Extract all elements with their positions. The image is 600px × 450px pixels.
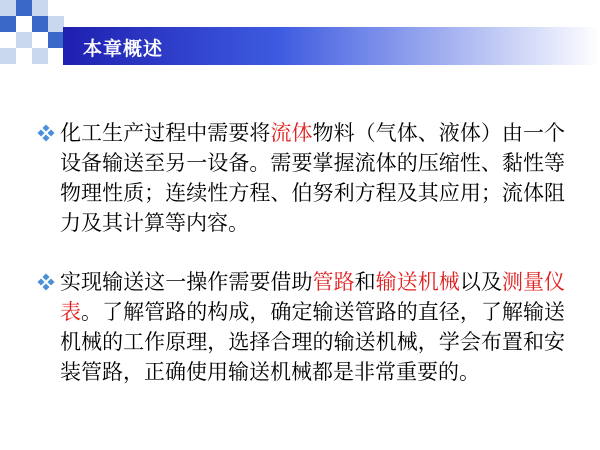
paragraph-fluid-overview <box>60 118 565 238</box>
paragraph-transport-overview <box>60 267 565 387</box>
decor-square <box>48 32 64 48</box>
decor-square <box>0 48 16 64</box>
para2-text: 和 <box>354 270 376 294</box>
highlight-pipeline: 管路 <box>312 270 355 294</box>
para2-text: 。了解管路的构成，确定输送管路的直径，了解输送机械的工作原理，选择合理的输送机械，学会布置和安装管路，正确使用输送机械都是非常重要的。 <box>60 300 566 384</box>
highlight-fluid: 流体 <box>270 121 313 145</box>
para2-text: 以及 <box>459 270 502 294</box>
decor-square <box>0 0 16 16</box>
highlight-measuring-instruments: 测量仪表 <box>60 270 566 324</box>
decor-square <box>0 16 16 32</box>
page-title: 本章概述 <box>83 38 164 60</box>
diamond-bullet-icon <box>37 273 55 291</box>
decor-square <box>32 16 48 32</box>
decor-square <box>16 0 32 16</box>
diamond-bullet-icon <box>37 124 55 142</box>
para2-text: 实现输送这一操作需要借助 <box>60 270 313 294</box>
decor-square <box>16 32 32 48</box>
decor-square <box>32 0 48 16</box>
para1-text: 物料（气体、液体）由一个设备输送至另一设备。需要掌握流体的压缩性、黏性等物理性质；连续性方程、伯努利方程及其应用；流体阻力及其计算等内容。 <box>60 121 566 235</box>
title-bar <box>63 27 600 65</box>
decor-square <box>32 48 48 64</box>
para1-text: 化工生产过程中需要将 <box>60 121 271 145</box>
decor-square <box>48 16 64 32</box>
highlight-transport-machinery: 输送机械 <box>375 270 460 294</box>
